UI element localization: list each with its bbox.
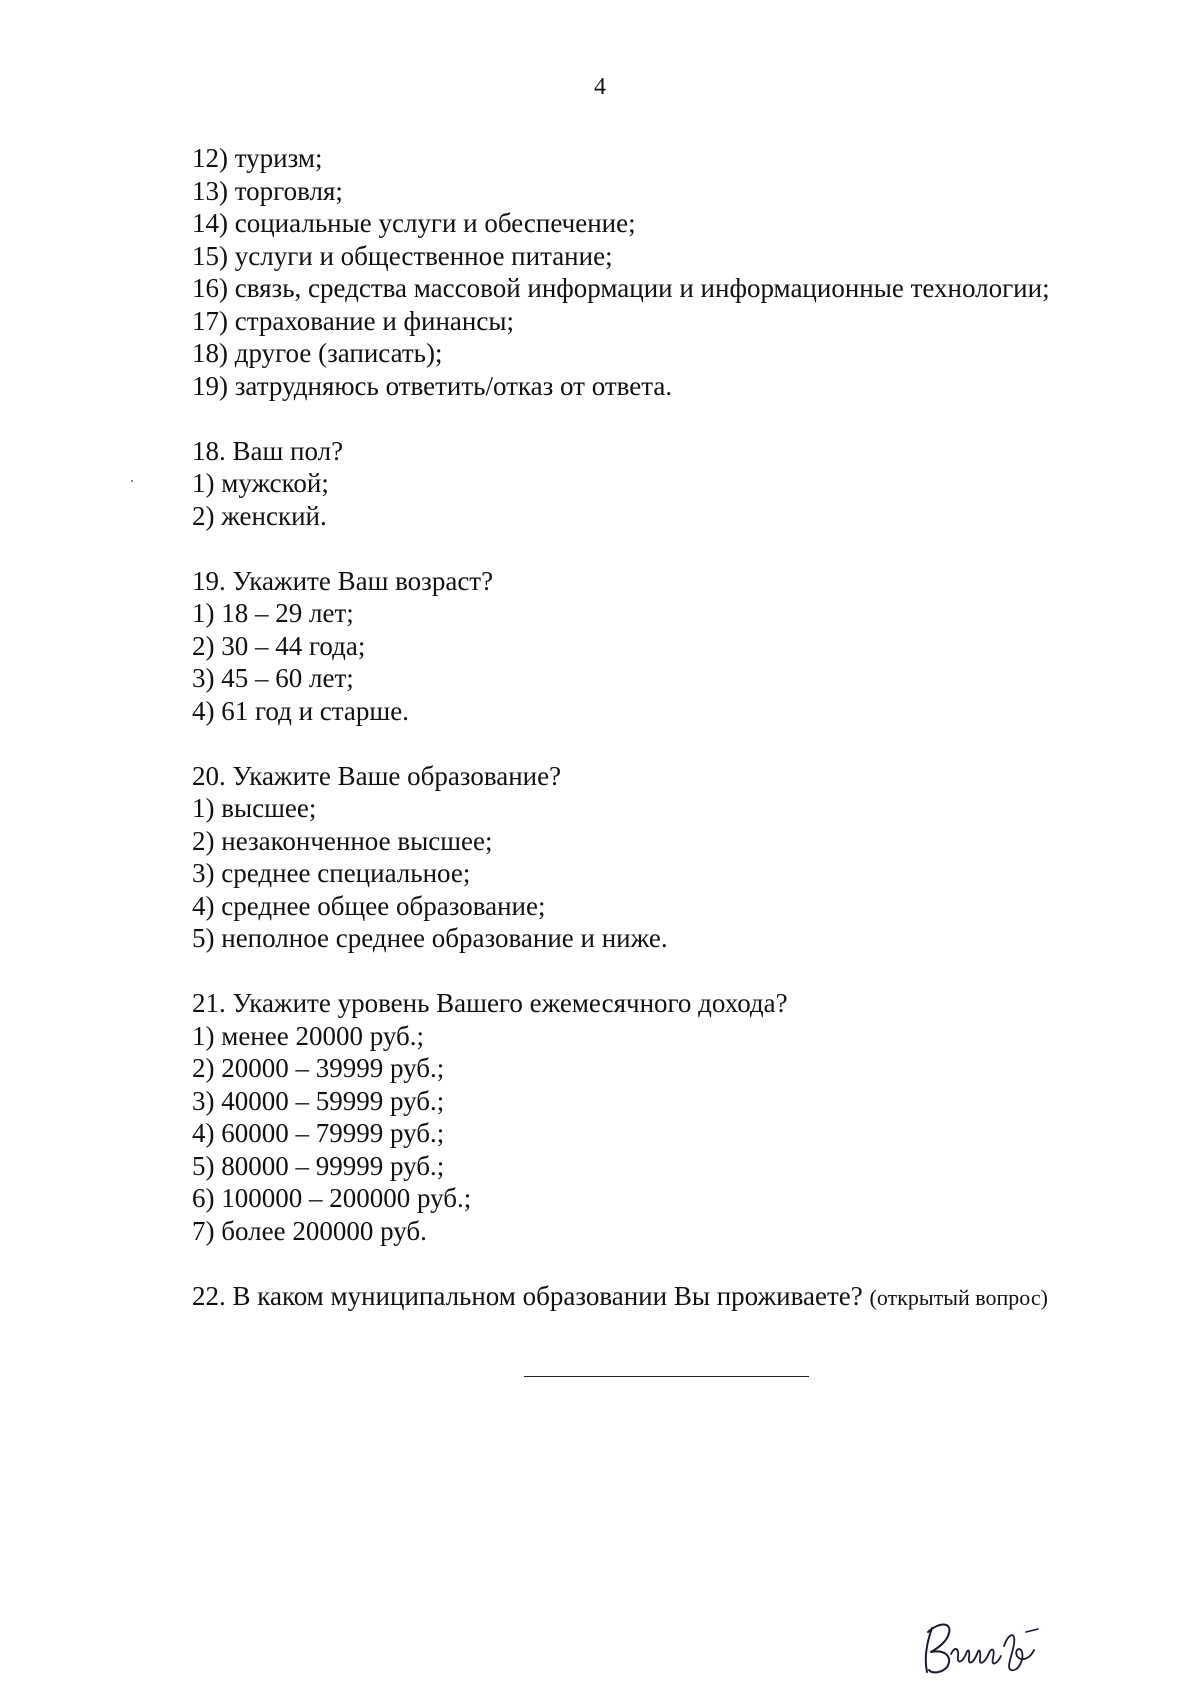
end-divider [524, 1376, 809, 1377]
list-item: 13) торговля; [192, 175, 343, 206]
list-item: 18) другое (записать); [192, 338, 443, 368]
question-22-text: 22. В каком муниципальном образовании Вы проживаете? [192, 1280, 863, 1311]
question-19: 19. Укажите Ваш возраст? [192, 565, 494, 596]
continuation-list [192, 142, 1152, 402]
scan-speck [131, 480, 133, 482]
answer-option: 4) 61 год и старше. [192, 695, 409, 726]
question-22 [192, 1280, 1152, 1315]
answer-option: 1) 18 – 29 лет; [192, 598, 354, 628]
question-20: 20. Укажите Ваше образование? [192, 760, 562, 791]
questionnaire-body [192, 142, 1152, 1314]
question-22-block [192, 1280, 1152, 1315]
list-item: 17) страхование и финансы; [192, 305, 514, 336]
answer-option: 7) более 200000 руб. [192, 1215, 427, 1246]
answer-option: 2) 20000 – 39999 руб.; [192, 1053, 445, 1083]
question-21-block [192, 987, 1152, 1247]
list-item: 16) связь, средства массовой информации и информационные технологии; [192, 273, 1050, 303]
signature-mark [918, 1612, 1058, 1682]
answer-option: 2) женский. [192, 500, 327, 531]
list-item: 19) затрудняюсь ответить/отказ от ответа. [192, 370, 673, 401]
answer-option: 1) мужской; [192, 468, 329, 498]
answer-option: 5) 80000 – 99999 руб.; [192, 1150, 445, 1181]
question-20-block [192, 760, 1152, 955]
answer-option: 5) неполное среднее образование и ниже. [192, 923, 668, 953]
answer-option: 2) 30 – 44 года; [192, 630, 366, 661]
question-18: 18. Ваш пол? [192, 435, 344, 466]
answer-option: 4) 60000 – 79999 руб.; [192, 1118, 445, 1148]
question-21: 21. Укажите уровень Вашего ежемесячного дохода? [192, 988, 788, 1018]
answer-option: 3) 40000 – 59999 руб.; [192, 1085, 445, 1116]
answer-option: 6) 100000 – 200000 руб.; [192, 1183, 472, 1213]
answer-option: 4) среднее общее образование; [192, 890, 546, 921]
answer-option: 3) среднее специальное; [192, 858, 471, 888]
page-number: 4 [594, 74, 606, 100]
question-19-block [192, 565, 1152, 728]
answer-option: 1) высшее; [192, 793, 317, 823]
list-item: 12) туризм; [192, 143, 323, 173]
answer-option: 1) менее 20000 руб.; [192, 1020, 425, 1051]
answer-option: 2) незаконченное высшее; [192, 825, 493, 856]
question-18-block [192, 435, 1152, 533]
question-22-note: (открытый вопрос) [869, 1284, 1048, 1310]
list-item: 15) услуги и общественное питание; [192, 240, 613, 271]
answer-option: 3) 45 – 60 лет; [192, 663, 354, 693]
list-item: 14) социальные услуги и обеспечение; [192, 208, 636, 238]
